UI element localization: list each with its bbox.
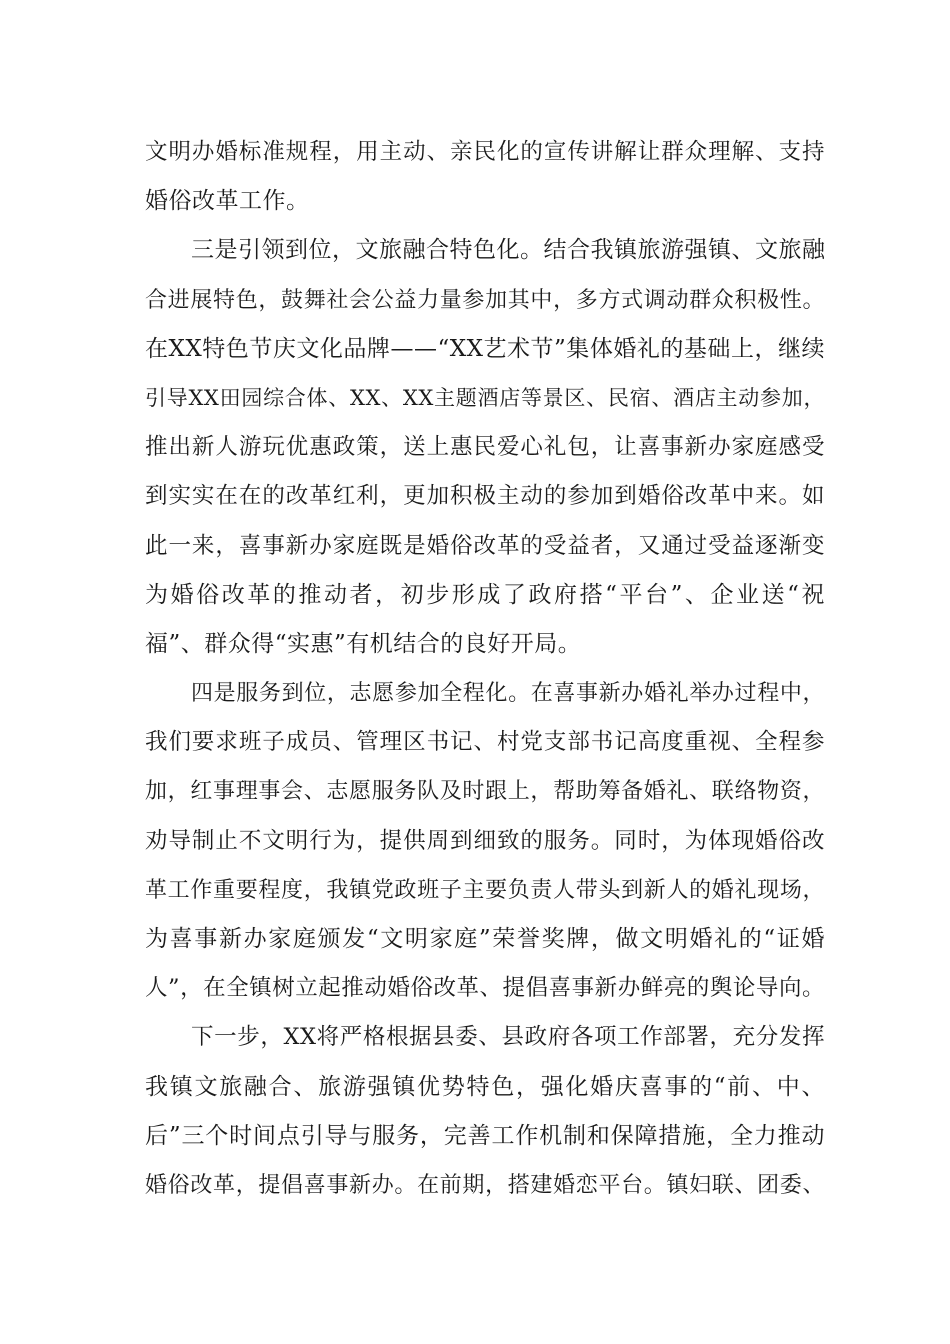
text-line: 革工作重要程度，我镇党政班子主要负责人带头到新人的婚礼现场， [145,877,825,903]
text-line: 合进展特色，鼓舞社会公益力量参加其中，多方式调动群众积极性。 [145,287,825,313]
text-line: 人”，在全镇树立起推动婚俗改革、提倡喜事新办鲜亮的舆论导向。 [145,975,825,1002]
text-line: 婚俗改革工作。 [145,188,310,215]
text-line: 我镇文旅融合、旅游强镇优势特色，强化婚庆喜事的“前、中、 [145,1073,825,1100]
text-line: 我们要求班子成员、管理区书记、村党支部书记高度重视、全程参 [145,729,825,756]
text-line: 推出新人游玩优惠政策，送上惠民爱心礼包，让喜事新办家庭感受 [145,434,825,461]
text-line: 引导XX田园综合体、XX、XX主题酒店等景区、民宿、酒店主动参加， [145,385,825,410]
text-line: 到实实在在的改革红利，更加积极主动的参加到婚俗改革中来。如 [145,483,825,510]
text-line: 为喜事新办家庭颁发“文明家庭”荣誉奖牌，做文明婚礼的“证婚 [145,926,825,952]
text-line: 福”、群众得“实惠”有机结合的良好开局。 [145,630,582,657]
text-line: 四是服务到位，志愿参加全程化。在喜事新办婚礼举办过程中， [191,681,825,707]
text-line: 婚俗改革，提倡喜事新办。在前期，搭建婚恋平台。镇妇联、团委、 [145,1172,825,1198]
text-line: 此一来，喜事新办家庭既是婚俗改革的受益者，又通过受益逐渐变 [145,532,825,559]
text-line: 后”三个时间点引导与服务，完善工作机制和保障措施，全力推动 [145,1122,825,1149]
text-line: 劝导制止不文明行为，提供周到细致的服务。同时，为体现婚俗改 [145,827,825,854]
text-line: 在XX特色节庆文化品牌——“XX艺术节”集体婚礼的基础上，继续 [145,335,825,362]
text-line: 三是引领到位，文旅融合特色化。结合我镇旅游强镇、文旅融 [191,237,826,264]
text-line: 文明办婚标准规程，用主动、亲民化的宣传讲解让群众理解、支持 [145,139,825,165]
body-text [145,128,825,1210]
text-line: 为婚俗改革的推动者，初步形成了政府搭“平台”、企业送“祝 [145,581,825,608]
text-line: 下一步，XX将严格根据县委、县政府各项工作部署，充分发挥 [191,1024,825,1051]
text-line: 加，红事理事会、志愿服务队及时跟上，帮助筹备婚礼、联络物资， [145,779,825,805]
